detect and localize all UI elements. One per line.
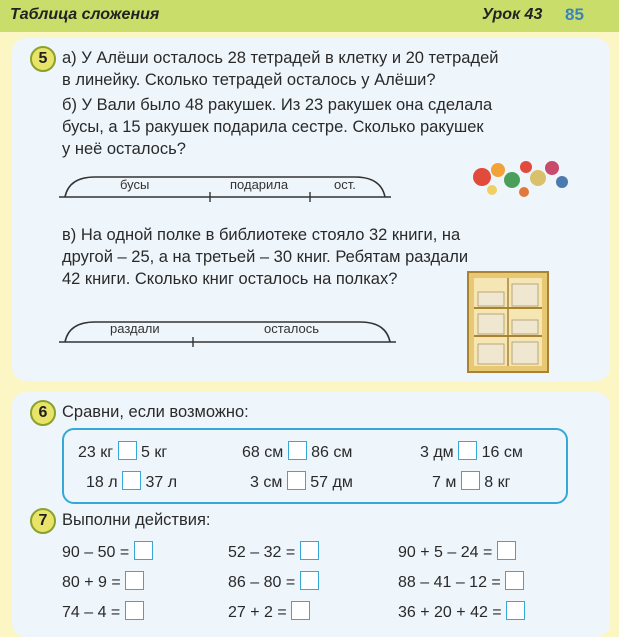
- expression-answer-box[interactable]: [291, 601, 310, 620]
- expression-answer-box[interactable]: [506, 601, 525, 620]
- diagram-v-given-label: раздали: [110, 321, 160, 336]
- bookshelf-illustration: [466, 270, 550, 375]
- expression-answer-box[interactable]: [300, 571, 319, 590]
- compare-answer-box[interactable]: [287, 471, 306, 490]
- expression-answer-box[interactable]: [125, 601, 144, 620]
- task6-instruction: Сравни, если возможно:: [62, 403, 249, 421]
- task5-number: 5: [30, 46, 56, 72]
- expression-row: 52 – 32 =: [228, 541, 319, 562]
- section-title: Таблица сложения: [10, 6, 160, 23]
- compare-answer-box[interactable]: [122, 471, 141, 490]
- task6-number: 6: [30, 400, 56, 426]
- compare-item: 3 см 57 дм: [250, 471, 353, 492]
- compare-item: 7 м 8 кг: [432, 471, 510, 492]
- task7-number: 7: [30, 508, 56, 534]
- task5-v-line3: 42 книги. Сколько книг осталось на полках?: [62, 270, 398, 288]
- diagram-b-beads-label: бусы: [120, 177, 150, 192]
- task7-instruction: Выполни действия:: [62, 511, 211, 529]
- compare-item: 23 кг 5 кг: [78, 441, 167, 462]
- compare-answer-box[interactable]: [461, 471, 480, 490]
- expression-row: 90 – 50 =: [62, 541, 153, 562]
- expression-row: 74 – 4 =: [62, 601, 144, 622]
- expression-answer-box[interactable]: [134, 541, 153, 560]
- task5-b-line3: у неё осталось?: [62, 140, 186, 158]
- segment-diagram-v: [55, 310, 400, 355]
- lesson-label: Урок 43: [482, 6, 543, 23]
- compare-item: 18 л 37 л: [86, 471, 177, 492]
- task5-v-line1: в) На одной полке в библиотеке стояло 32 книги, на: [62, 226, 461, 244]
- compare-item: 68 см 86 см: [242, 441, 352, 462]
- page-number: 85: [565, 5, 584, 24]
- task5-a-line2: в линейку. Сколько тетрадей осталось у Алёши?: [62, 71, 436, 89]
- compare-answer-box[interactable]: [288, 441, 307, 460]
- expression-answer-box[interactable]: [125, 571, 144, 590]
- compare-answer-box[interactable]: [118, 441, 137, 460]
- diagram-b-left-label: ост.: [334, 177, 356, 192]
- task5-b-line1: б) У Вали было 48 ракушек. Из 23 ракушек она сделала: [62, 96, 493, 114]
- expression-answer-box[interactable]: [497, 541, 516, 560]
- compare-item: 3 дм 16 см: [420, 441, 523, 462]
- beads-illustration: [462, 152, 582, 202]
- task5-b-line2: бусы, а 15 ракушек подарила сестре. Сколько ракушек: [62, 118, 484, 136]
- expression-answer-box[interactable]: [505, 571, 524, 590]
- diagram-v-left-label: осталось: [264, 321, 320, 336]
- expression-row: 27 + 2 =: [228, 601, 310, 622]
- expression-row: 36 + 20 + 42 =: [398, 601, 525, 622]
- task5-a-line1: а) У Алёши осталось 28 тетрадей в клетку и 20 тетрадей: [62, 49, 499, 67]
- comparison-frame: [62, 428, 568, 504]
- task5-v-line2: другой – 25, а на третьей – 30 книг. Ребятам раздали: [62, 248, 469, 266]
- expression-row: 80 + 9 =: [62, 571, 144, 592]
- expression-row: 88 – 41 – 12 =: [398, 571, 524, 592]
- diagram-b-gave-label: подарила: [230, 177, 289, 192]
- expression-row: 86 – 80 =: [228, 571, 319, 592]
- page-header: [0, 0, 619, 32]
- expression-answer-box[interactable]: [300, 541, 319, 560]
- expression-row: 90 + 5 – 24 =: [398, 541, 516, 562]
- compare-answer-box[interactable]: [458, 441, 477, 460]
